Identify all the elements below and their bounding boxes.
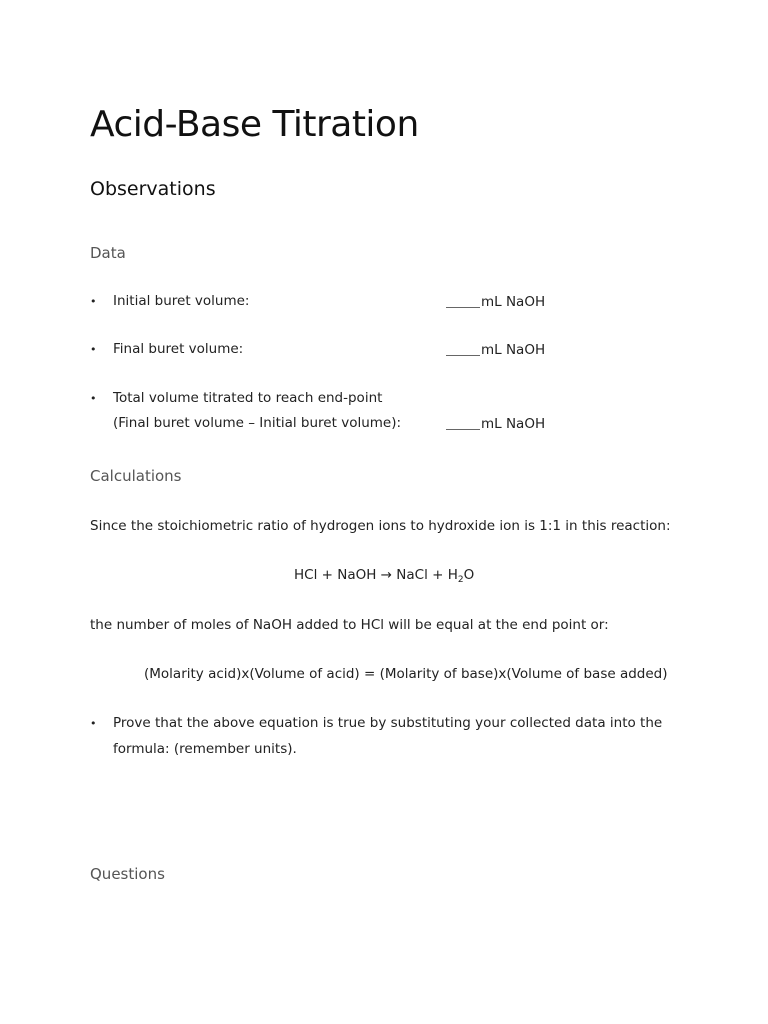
data-item-initial-label: Initial buret volume:: [113, 293, 250, 309]
unit-label: mL NaOH: [481, 416, 546, 432]
data-item-final-answer: [446, 341, 545, 358]
molarity-formula: (Molarity acid)x(Volume of acid) = (Molarity of base)x(Volume of base added): [144, 666, 668, 682]
data-item-total-label-line2: (Final buret volume – Initial buret volume):: [113, 415, 402, 431]
equation-right: O: [463, 567, 475, 583]
unit-label: mL NaOH: [481, 294, 546, 310]
equation-left: HCl + NaOH → NaCl + H: [294, 567, 458, 583]
bullet-1: •: [90, 295, 97, 308]
prove-text-line1: Prove that the above equation is true by substituting your collected data into the: [113, 715, 663, 731]
data-item-initial-answer: [446, 293, 545, 310]
answer-blank[interactable]: [446, 293, 480, 308]
questions-heading: Questions: [90, 865, 165, 883]
data-heading: Data: [90, 244, 126, 262]
answer-blank[interactable]: [446, 341, 480, 356]
data-item-final-label: Final buret volume:: [113, 341, 244, 357]
data-item-total-answer: [446, 415, 545, 432]
calc-intro-text: Since the stoichiometric ratio of hydrogen ions to hydroxide ion is 1:1 in this reaction:: [90, 518, 671, 534]
document-title: Acid-Base Titration: [90, 104, 419, 145]
prove-text-line2: formula: (remember units).: [113, 741, 297, 757]
bullet-4: •: [90, 717, 97, 730]
calculations-heading: Calculations: [90, 467, 182, 485]
bullet-3: •: [90, 392, 97, 405]
answer-blank[interactable]: [446, 415, 480, 430]
unit-label: mL NaOH: [481, 342, 546, 358]
calc-mid-text: the number of moles of NaOH added to HCl will be equal at the end point or:: [90, 617, 609, 633]
reaction-equation: [294, 567, 474, 585]
bullet-2: •: [90, 343, 97, 356]
data-item-total-label: Total volume titrated to reach end-point: [113, 390, 383, 406]
observations-heading: Observations: [90, 178, 216, 200]
equation-subscript: 2: [457, 575, 464, 585]
